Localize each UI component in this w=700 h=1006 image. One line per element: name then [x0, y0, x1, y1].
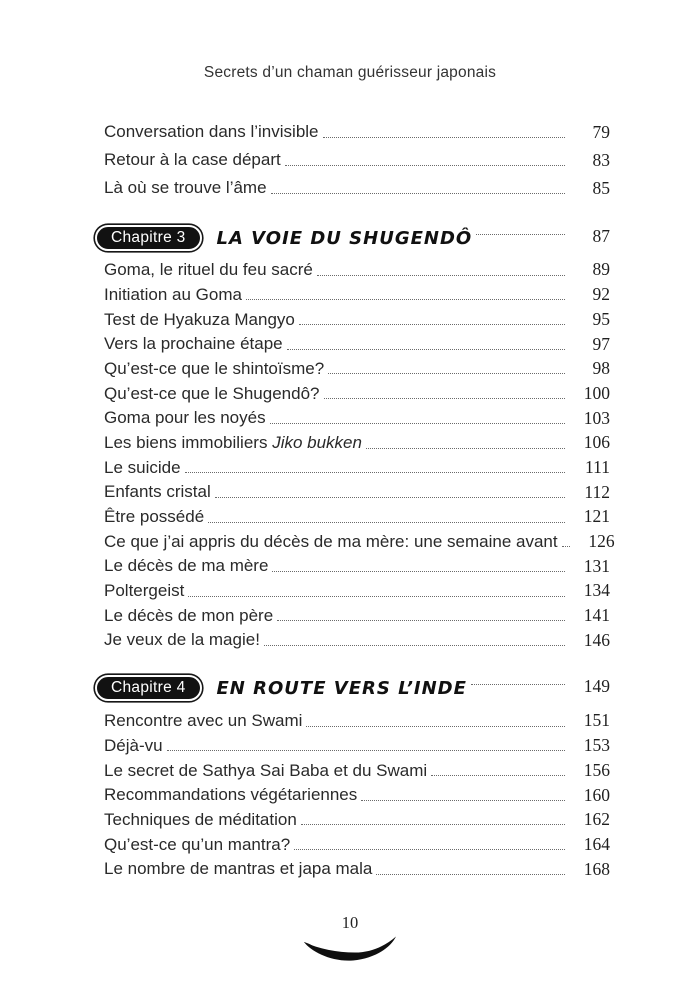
toc-entry-page: 156	[583, 759, 610, 780]
dotted-leader	[324, 398, 566, 399]
toc-entry	[104, 553, 610, 578]
toc-entry-page: 141	[583, 605, 610, 626]
toc-entry-title	[104, 408, 266, 430]
toc-entry-title	[104, 482, 211, 504]
toc-entry-text: Là où se trouve l’âme	[104, 178, 267, 198]
toc-entry-page: 131	[583, 555, 610, 576]
dotted-leader	[476, 234, 565, 235]
toc-entry-text: Recommandations végétariennes	[104, 785, 358, 805]
toc-entry	[104, 455, 610, 480]
toc-entry	[104, 257, 610, 282]
toc-entry-page: 100	[583, 382, 610, 403]
toc-entry-title	[104, 334, 283, 356]
dotted-leader	[431, 775, 565, 776]
toc-entry-text: Qu’est-ce que le Shugendô?	[104, 383, 320, 403]
toc-entry-page: 111	[585, 456, 610, 477]
chapter-page: 149	[583, 676, 610, 697]
toc-entry-text: Initiation au Goma	[104, 284, 242, 304]
toc-entry-page: 79	[592, 121, 610, 142]
chapter-page: 87	[592, 226, 610, 247]
toc-group	[104, 257, 615, 652]
toc-entry-text: Conversation dans l’invisible	[104, 122, 319, 142]
toc-entry-page: 85	[592, 177, 610, 198]
toc-entry-page: 95	[592, 308, 610, 329]
toc-entry-page: 121	[583, 506, 610, 527]
toc-entry-title	[104, 785, 357, 807]
dotted-leader	[366, 448, 565, 449]
toc-entry-text: Le nombre de mantras et japa mala	[104, 859, 373, 879]
toc-entry-page: 83	[592, 149, 610, 170]
dotted-leader	[299, 324, 565, 325]
dotted-leader	[277, 620, 565, 621]
toc-entry-title	[104, 384, 320, 406]
dotted-leader	[287, 349, 565, 350]
toc-entry-text: Rencontre avec un Swami	[104, 711, 303, 731]
toc-entry-text: Le décès de ma mère	[104, 556, 269, 576]
toc-entry	[104, 733, 610, 758]
dotted-leader	[562, 546, 570, 547]
dotted-leader	[323, 137, 565, 138]
page-footer	[104, 914, 610, 961]
dotted-leader	[271, 193, 565, 194]
dotted-leader	[264, 645, 565, 646]
toc-entry-title	[104, 150, 281, 172]
toc-entry	[104, 807, 610, 832]
dotted-leader	[317, 275, 565, 276]
toc-entry-title	[104, 359, 324, 381]
toc-entry	[104, 708, 610, 733]
toc-entry-title	[104, 310, 295, 332]
toc-entry-text: Le suicide	[104, 457, 181, 477]
toc-entry	[104, 831, 610, 856]
toc-entry-page: 97	[592, 333, 610, 354]
toc-entry	[104, 504, 610, 529]
toc-entry-page: 92	[592, 284, 610, 305]
toc-entry-text: Qu’est-ce qu’un mantra?	[104, 834, 291, 854]
toc-entry-page: 151	[583, 710, 610, 731]
dotted-leader	[301, 824, 565, 825]
toc-entry-title	[104, 810, 297, 832]
toc-entry-title	[104, 285, 242, 307]
toc-entry	[104, 144, 610, 172]
toc-entry-page: 153	[583, 735, 610, 756]
toc-entry-title	[104, 606, 273, 628]
toc-entry-page: 164	[583, 833, 610, 854]
toc-entry-title	[104, 859, 372, 881]
chapter-heading	[104, 222, 610, 254]
dotted-leader	[471, 684, 565, 685]
toc-entry-text: Retour à la case départ	[104, 150, 281, 170]
toc-entry	[104, 479, 610, 504]
toc-entry-text: Être possédé	[104, 507, 205, 527]
toc-entry-text: Ce que j’ai appris du décès de ma mère: une semaine avant	[104, 531, 558, 551]
toc-entry-page: 160	[583, 784, 610, 805]
chapter-title: EN ROUTE VERS L’INDE	[216, 677, 467, 699]
page-number: 10	[341, 912, 359, 932]
toc-entry-text-italic: Jiko bukken	[272, 432, 362, 452]
toc-entry-title	[104, 556, 268, 578]
toc-entry-title	[104, 835, 290, 857]
toc-entry-text: Goma pour les noyés	[104, 408, 266, 428]
dotted-leader	[306, 726, 565, 727]
toc-entry-text: Le décès de mon père	[104, 605, 274, 625]
toc-entry-text: Qu’est-ce que le shintoïsme?	[104, 358, 325, 378]
chapter-badge-label: Chapitre 3	[111, 228, 186, 246]
toc-entry-text: Je veux de la magie!	[104, 630, 260, 650]
page-title: Secrets d’un chaman guérisseur japonais	[203, 64, 497, 81]
toc-entry-text: Enfants cristal	[104, 482, 211, 502]
toc-entry	[104, 856, 610, 881]
toc-entry-title	[104, 458, 181, 480]
toc-entry	[104, 627, 610, 652]
dotted-leader	[208, 522, 565, 523]
toc-entry-text: Vers la prochaine étape	[104, 334, 283, 354]
toc-entry-title	[104, 630, 260, 652]
toc-entry-title	[104, 736, 163, 758]
toc-entry-title	[104, 532, 558, 554]
toc-entry	[104, 380, 610, 405]
toc-entry	[104, 306, 610, 331]
dotted-leader	[185, 472, 565, 473]
toc-entry-text: Goma, le rituel du feu sacré	[104, 260, 313, 280]
toc-entry-title	[104, 761, 427, 783]
dotted-leader	[188, 596, 565, 597]
dotted-leader	[294, 849, 565, 850]
dotted-leader	[246, 299, 565, 300]
toc-group	[104, 116, 610, 200]
toc-entry-title	[104, 433, 362, 455]
dotted-leader	[215, 497, 565, 498]
brush-stroke-ornament	[301, 935, 399, 961]
toc-entry-title	[104, 260, 313, 282]
toc-entry-title	[104, 711, 302, 733]
toc-entry	[104, 282, 610, 307]
toc-entry-page: 112	[584, 481, 610, 502]
toc-entry	[104, 757, 610, 782]
chapter-badge-label: Chapitre 4	[111, 678, 186, 696]
toc-entry	[104, 529, 615, 554]
toc-entry-page: 162	[583, 809, 610, 830]
dotted-leader	[361, 800, 565, 801]
dotted-leader	[376, 874, 565, 875]
toc-entry-page: 89	[592, 259, 610, 280]
dotted-leader	[270, 423, 565, 424]
toc-entry-page: 168	[583, 858, 610, 879]
toc-entry-text: Déjà-vu	[104, 735, 163, 755]
toc-entry-text: Test de Hyakuza Mangyo	[104, 309, 295, 329]
toc-entry	[104, 578, 610, 603]
toc-entry	[104, 356, 610, 381]
toc-group	[104, 708, 610, 881]
toc-entry	[104, 405, 610, 430]
dotted-leader	[167, 750, 565, 751]
chapter-badge	[95, 225, 202, 251]
toc-entry	[104, 603, 610, 628]
toc-entry-text: Poltergeist	[104, 581, 185, 601]
toc-entry	[104, 116, 610, 144]
toc-entry-title	[104, 122, 319, 144]
toc-entry-page: 98	[592, 358, 610, 379]
toc-entry-title	[104, 507, 204, 529]
toc-entry-text: Les biens immobiliers	[104, 432, 273, 452]
chapter-badge	[95, 675, 202, 701]
toc-entry-text: Techniques de méditation	[104, 809, 297, 829]
toc-entry	[104, 430, 610, 455]
dotted-leader	[272, 571, 565, 572]
toc-entry	[104, 331, 610, 356]
toc-entry-title	[104, 581, 184, 603]
toc-entry	[104, 172, 610, 200]
toc-entry-title	[104, 178, 267, 200]
dotted-leader	[285, 165, 565, 166]
chapter-heading	[104, 672, 610, 704]
chapter-title: LA VOIE DU SHUGENDÔ	[216, 227, 473, 249]
toc-entry	[104, 782, 610, 807]
dotted-leader	[328, 373, 565, 374]
toc-entry-page: 106	[583, 432, 610, 453]
toc-entry-page: 126	[588, 531, 615, 551]
toc-entry-page: 134	[583, 580, 610, 601]
toc-entry-page: 103	[583, 407, 610, 428]
toc-entry-text: Le secret de Sathya Sai Baba et du Swami	[104, 760, 428, 780]
toc-entry-page: 146	[583, 629, 610, 650]
